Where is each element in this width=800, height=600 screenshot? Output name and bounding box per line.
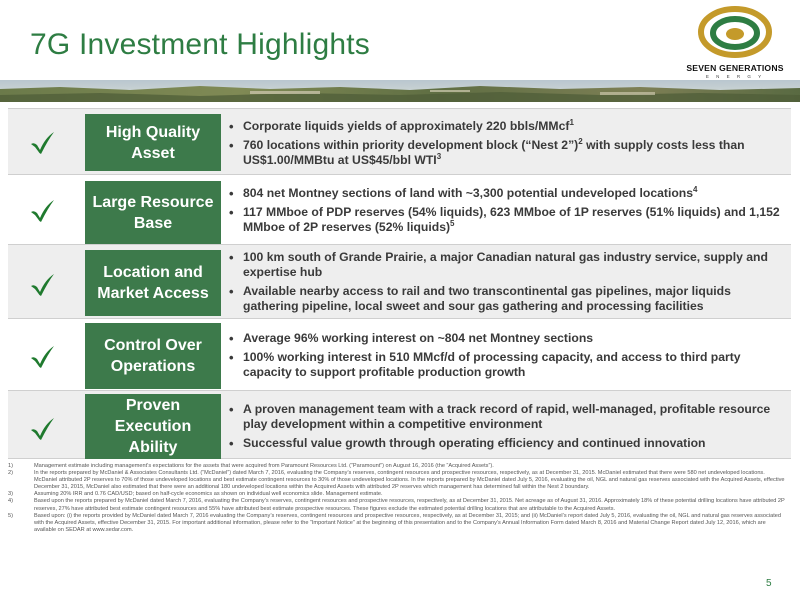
checkmark-icon xyxy=(28,197,56,223)
highlight-row-location xyxy=(8,245,791,319)
highlight-bullets xyxy=(226,186,786,239)
checkmark-icon xyxy=(28,415,56,441)
highlight-bullets xyxy=(226,402,786,455)
highlight-label: Large Resource Base xyxy=(85,181,221,244)
logo-emblem-icon xyxy=(698,6,772,62)
highlight-label: Proven Execution Ability xyxy=(85,394,221,459)
footnote: 1) Management estimate including management’s expectations for the assets that were acquired from Paramount Resources Ltd. (“Paramount”) on August 16, 2016 (the “Acquired Assets”). xyxy=(8,463,494,469)
bullet-item: • Available nearby access to rail and two transcontinental gas pipelines, major liquids gathering pipeline, local sweet and sour gas gathering and processing facilities xyxy=(226,284,786,314)
page-number: 5 xyxy=(766,578,772,589)
footnote: 4) Based upon the reports prepared by McDaniel dated March 7, 2016, evaluating the Company’s reserves, contingent resources and prospective resources, respectively, as at December 31, 2015. Net acreage as of August 31, 2016. Approximately 18% of these potential drilling locations have attributed 2P reserves, 27% have attributed best estimate contingent resources and 55% have attributed best estimate prospective resources. These figures exclude the estimated potential drilling locations that are attributable to the Acquired Assets. xyxy=(8,498,785,512)
highlight-bullets xyxy=(226,119,786,172)
highlight-label: Location and Market Access xyxy=(85,250,221,316)
landscape-banner xyxy=(0,80,800,102)
bullet-item: • 100 km south of Grande Prairie, a major Canadian natural gas industry service, supply and expertise hub xyxy=(226,250,786,280)
highlight-row-quality xyxy=(8,109,791,175)
bullet-item: • 100% working interest in 510 MMcf/d of processing capacity, and access to third party capacity to support profitable production growth xyxy=(226,350,786,380)
bullet-item: • 117 MMboe of PDP reserves (54% liquids), 623 MMboe of 1P reserves (51% liquids) and 1,152 MMboe of 2P reserves (52% liquids)$^5$ xyxy=(226,205,786,235)
logo-name: SEVEN GENERATIONS xyxy=(686,63,784,73)
bullet-item: • 760 locations within priority development block (“Nest 2”)$^2$ with supply costs less than US$1.00/MMBtu at US$45/bbl WTI$^3$ xyxy=(226,138,786,168)
highlights-table xyxy=(8,108,791,458)
footnote: 2) In the reports prepared by McDaniel & Associates Consultants Ltd. (“McDaniel”) dated March 7, 2016, evaluating the Company’s reserves, contingent resources and prospective resources, respectively, as at December 31, 2015. McDaniel estimated that there were 580 net undeveloped locations. McDaniel attributed 2P reserves to 70% of those undeveloped locations and best estimate contingent resources to 30% of those undeveloped locations. In the reports prepared by McDaniel dated July 5, 2016, evaluating the oil, NGL and natural gas reserves associated with the Acquired Assets, effective December 31, 2015, McDaniel also estimated that there were an additional 180 undeveloped locations within the Acquired Assets with attributed 2P reserves which management has determined fall within the Nest 2 boundary. xyxy=(8,470,785,491)
highlight-row-control xyxy=(8,319,791,391)
landscape-photo-icon xyxy=(0,80,800,102)
bullet-item: • Corporate liquids yields of approximately 220 bbls/MMcf$^1$ xyxy=(226,119,786,134)
company-logo xyxy=(676,6,794,84)
highlight-row-resource xyxy=(8,175,791,245)
highlight-bullets xyxy=(226,331,786,384)
highlight-row-execution xyxy=(8,391,791,459)
checkmark-icon xyxy=(28,129,56,155)
footnotes xyxy=(8,463,788,534)
bullet-item: • Average 96% working interest on ~804 net Montney sections xyxy=(226,331,786,346)
bullet-item: • A proven management team with a track record of rapid, well-managed, profitable resource play development within a competitive environment xyxy=(226,402,786,432)
bullet-item: • Successful value growth through operating efficiency and continued innovation xyxy=(226,436,786,451)
highlight-label: High Quality Asset xyxy=(85,114,221,171)
highlight-label: Control Over Operations xyxy=(85,323,221,389)
footnote: 3) Assuming 20% IRR and 0.76 CAD/USD; based on half-cycle economics as shown on individual well economics slide. Management estimate. xyxy=(8,491,383,498)
checkmark-icon xyxy=(28,343,56,369)
highlight-bullets xyxy=(226,250,786,318)
page-title: 7G Investment Highlights xyxy=(30,28,370,61)
footnote: 5) Based upon: (i) the reports provided by McDaniel dated March 7, 2016 evaluating the Company’s reserves, contingent resources and prospective resources, respectively, as at December 31, 2015; and (ii) McDaniel’s report dated July 5, 2016, evaluating the oil, NGL and natural gas reserves associated with the Acquired Assets, effective December 31, 2015. For important additional information, please refer to the “Important Notice” at the beginning of this presentation and to the Company’s Annual Information Form dated March 8, 2016 and Material Change Report dated July 12, 2016, which are available on SEDAR at www.sedar.com. xyxy=(8,512,781,533)
checkmark-icon xyxy=(28,271,56,297)
bullet-item: • 804 net Montney sections of land with ~3,300 potential undeveloped locations$^4$ xyxy=(226,186,786,201)
logo-subtitle: E N E R G Y xyxy=(705,74,765,79)
